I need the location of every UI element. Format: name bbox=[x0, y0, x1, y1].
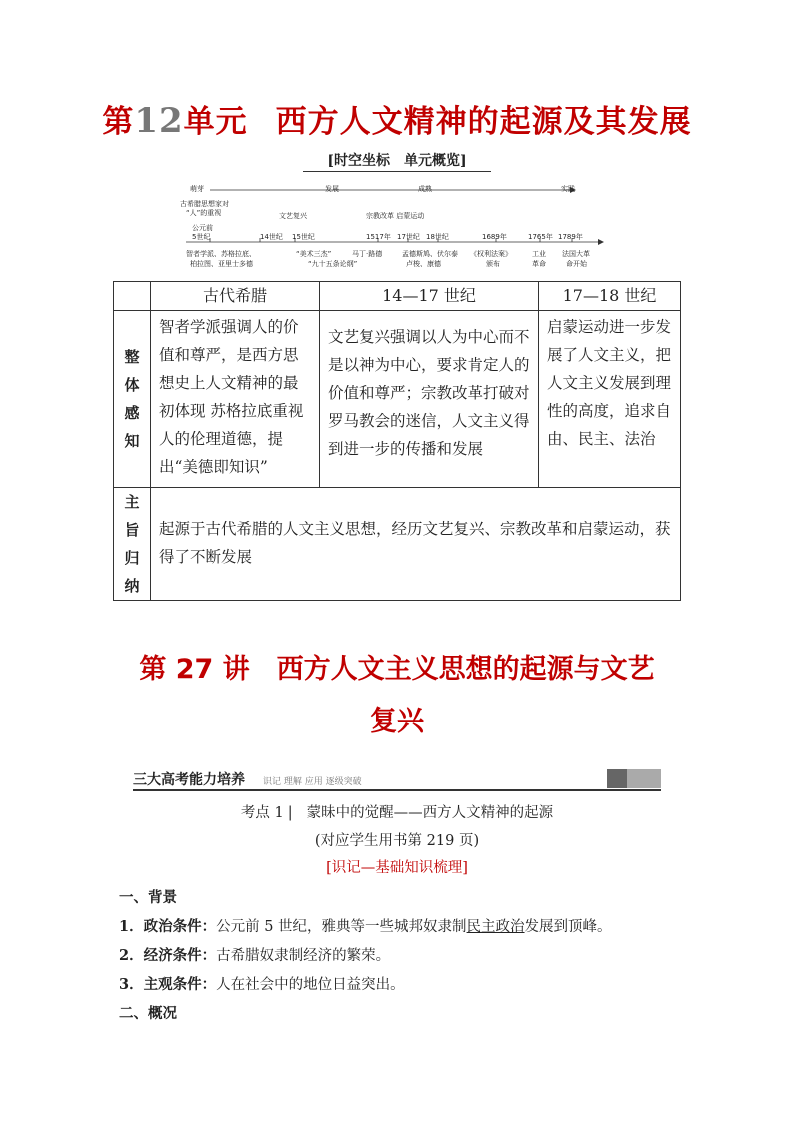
bottom-artists: “美术三杰” bbox=[296, 250, 332, 258]
table-header-empty bbox=[114, 282, 151, 311]
kaodian-ref: (对应学生用书第 219 页) bbox=[314, 833, 480, 849]
list-item: 2．经济条件：古希腊奴隶制经济的繁荣。 bbox=[119, 947, 391, 964]
cell-summary: 起源于古代希腊的人文主义思想，经历文艺复兴、宗教改革和启蒙运动，获得了不断发展 bbox=[151, 488, 681, 601]
unit-suffix: 单元 bbox=[183, 104, 248, 140]
tick-1765: 1765年 bbox=[528, 233, 553, 241]
table-header-17-18: 17—18 世纪 bbox=[539, 282, 681, 311]
row-label-overall: 整体感知 bbox=[114, 311, 151, 488]
tick-5c: 5世纪 bbox=[192, 233, 211, 241]
bottom-enlight-2: 卢梭、康德 bbox=[406, 260, 441, 268]
lecture-title bbox=[0, 648, 794, 744]
event-greek-2: “人”的重视 bbox=[186, 209, 222, 217]
tick-1689: 1689年 bbox=[482, 233, 507, 241]
band-subtitle: 识记 理解 应用 逐级突破 bbox=[263, 777, 362, 787]
band-title: 三大高考能力培养 bbox=[133, 772, 245, 788]
bottom-theses: “九十五条论纲” bbox=[308, 260, 358, 268]
comparison-table bbox=[113, 281, 681, 601]
bottom-enlight-1: 孟德斯鸠、伏尔泰 bbox=[402, 250, 458, 258]
cell-greece: 智者学派强调人的价值和尊严，是西方思想史上人文精神的最初体现 苏格拉底重视人的伦理道德，提出“美德即知识” bbox=[151, 311, 320, 488]
stage-1: 萌芽 bbox=[190, 185, 204, 193]
bottom-luther: 马丁·路德 bbox=[352, 250, 383, 258]
unit-title-text: 西方人文精神的起源及其发展 bbox=[275, 104, 692, 140]
band-decoration-light bbox=[627, 769, 661, 788]
tick-bc: 公元前 bbox=[192, 224, 213, 232]
bottom-greek-2: 柏拉图、亚里士多德 bbox=[190, 260, 253, 268]
bottom-french-1: 法国大革 bbox=[562, 250, 590, 258]
tick-18c: 18世纪 bbox=[426, 233, 449, 241]
list-item: 1．政治条件：公元前 5 世纪，雅典等一些城邦奴隶制民主政治发展到顶峰。 bbox=[119, 918, 612, 935]
cell-17-18: 启蒙运动进一步发展了人文主义，把人文主义发展到理性的高度，追求自由、民主、法治 bbox=[539, 311, 681, 488]
unit-prefix: 第 bbox=[102, 104, 135, 140]
ability-band bbox=[133, 769, 661, 791]
kaodian-title: 蒙昧中的觉醒——西方人文精神的起源 bbox=[306, 805, 554, 821]
bottom-industrial-2: 革命 bbox=[532, 260, 546, 268]
event-reformation: 宗教改革 启蒙运动 bbox=[366, 212, 425, 220]
timeline bbox=[180, 178, 610, 278]
bottom-bill-2: 颁布 bbox=[486, 260, 500, 268]
list-item: 3．主观条件：人在社会中的地位日益突出。 bbox=[119, 976, 405, 993]
tick-1789: 1789年 bbox=[558, 233, 583, 241]
event-greek-1: 古希腊思想家对 bbox=[180, 200, 229, 208]
table-header-row bbox=[114, 282, 681, 311]
cell-14-17: 文艺复兴强调以人为中心而不是以神为中心，要求肯定人的价值和尊严；宗教改革打破对罗马教会的迷信，人文主义得到进一步的传播和发展 bbox=[320, 311, 539, 488]
stage-4: 实践 bbox=[561, 185, 575, 193]
kaodian-heading: 考点 1 | 蒙昧中的觉醒——西方人文精神的起源 bbox=[240, 805, 554, 821]
bottom-french-2: 命开始 bbox=[566, 260, 587, 268]
event-renaissance: 文艺复兴 bbox=[279, 212, 307, 220]
overview-label: [时空坐标 单元概览] bbox=[0, 150, 794, 172]
stage-3: 成熟 bbox=[418, 185, 432, 193]
table-row bbox=[114, 488, 681, 601]
tick-15c: 15世纪 bbox=[292, 233, 315, 241]
table-header-14-17: 14—17 世纪 bbox=[320, 282, 539, 311]
band-decoration-dark bbox=[607, 769, 627, 788]
tick-1517: 1517年 bbox=[366, 233, 391, 241]
kaodian-label: 考点 1 bbox=[240, 805, 284, 821]
kaodian-tag: [识记—基础知识梳理] bbox=[326, 860, 468, 876]
lecture-title-line1: 第 27 讲 西方人文主义思想的起源与文艺 bbox=[139, 654, 655, 685]
tick-14c: 14世纪 bbox=[260, 233, 283, 241]
lecture-title-line2: 复兴 bbox=[370, 706, 424, 737]
table-row bbox=[114, 311, 681, 488]
section-overview: 二、概况 bbox=[119, 1005, 177, 1022]
section-background: 一、背景 bbox=[119, 889, 177, 906]
table-header-greece: 古代希腊 bbox=[151, 282, 320, 311]
stage-2: 发展 bbox=[325, 185, 339, 193]
bottom-bill-1: 《权利法案》 bbox=[470, 250, 512, 258]
unit-number: 12 bbox=[134, 101, 184, 141]
row-label-summary: 主旨归纳 bbox=[114, 488, 151, 601]
bottom-industrial-1: 工业 bbox=[532, 250, 546, 258]
tick-17c: 17世纪 bbox=[397, 233, 420, 241]
bottom-greek-1: 智者学派、苏格拉底、 bbox=[186, 250, 256, 258]
unit-title bbox=[0, 96, 794, 141]
